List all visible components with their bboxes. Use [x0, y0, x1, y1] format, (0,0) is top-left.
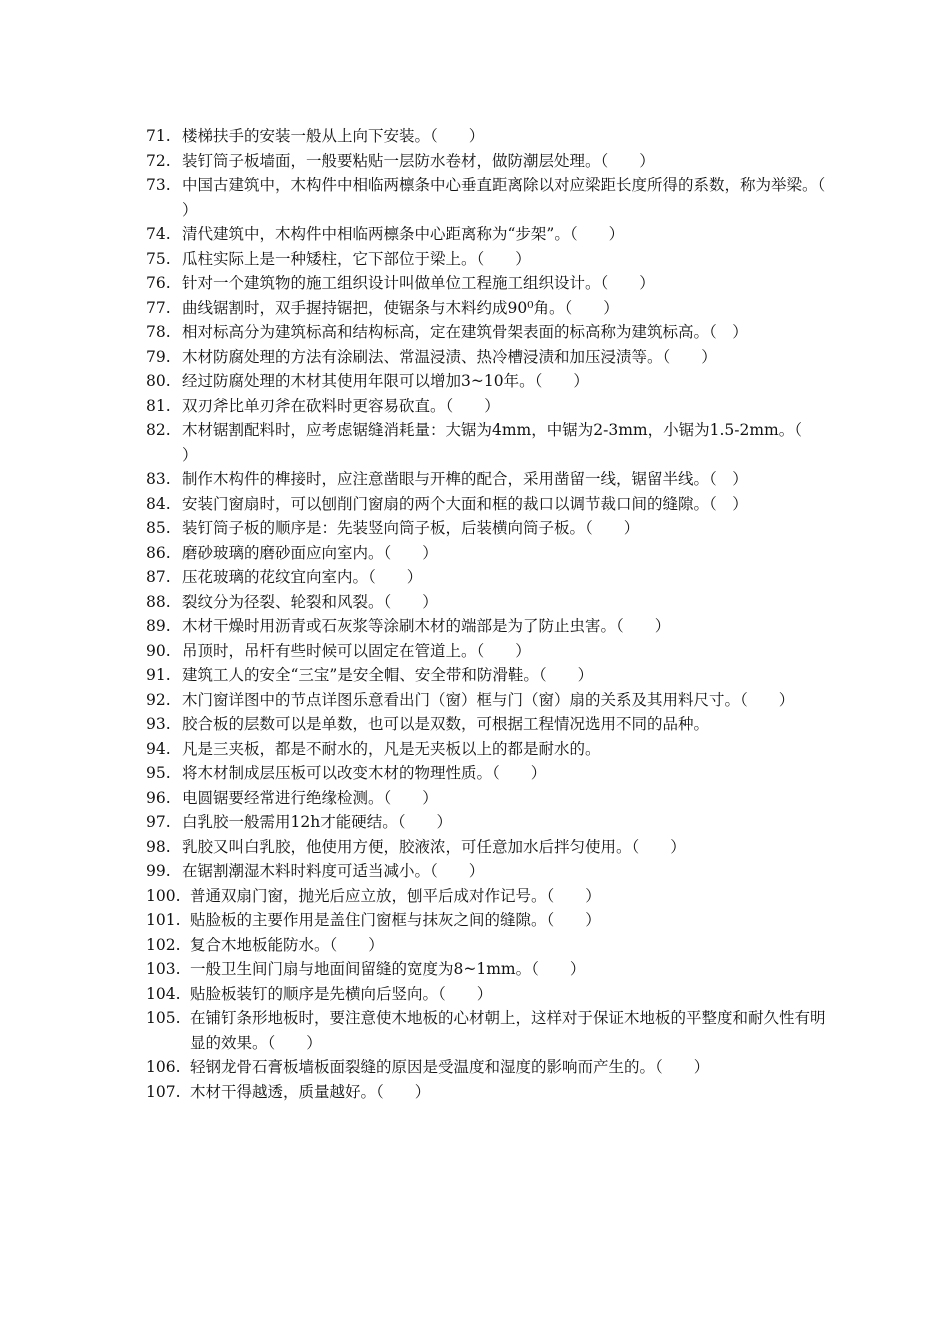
question-number: 97. — [146, 813, 171, 831]
question-item — [146, 982, 836, 1007]
question-item — [146, 810, 836, 835]
question-text: 裂纹分为径裂、轮裂和风裂。（ ） — [182, 592, 438, 611]
question-text: 木材锯割配料时，应考虑锯缝消耗量：大锯为4mm，中锯为2-3mm，小锯为1.5-2mm。（ ） — [182, 421, 834, 464]
question-item — [146, 394, 836, 419]
question-number: 88. — [146, 592, 171, 611]
question-text: 装钉筒子板的顺序是：先装竖向筒子板，后装横向筒子板。（ ） — [182, 519, 640, 537]
question-text: 吊顶时，吊杆有些时候可以固定在管道上。（ ） — [182, 641, 531, 660]
question-number: 107. — [146, 1082, 181, 1101]
question-item — [146, 712, 836, 737]
question-text: 相对标高分为建筑标高和结构标高，定在建筑骨架表面的标高称为建筑标高。（ ） — [182, 323, 748, 341]
question-item — [146, 1006, 836, 1055]
question-item — [146, 124, 836, 149]
question-item — [146, 859, 836, 884]
question-number: 76. — [146, 274, 171, 292]
question-text: 一般卫生间门扇与地面间留缝的宽度为8~1mm。（ ） — [190, 960, 586, 978]
question-item — [146, 908, 836, 933]
question-item — [146, 1080, 836, 1105]
question-item — [146, 467, 836, 492]
question-item — [146, 639, 836, 664]
question-item — [146, 345, 836, 370]
question-text: 电圆锯要经常进行绝缘检测。（ ） — [182, 788, 438, 807]
question-item — [146, 541, 836, 566]
question-text: 凡是三夹板，都是不耐水的，凡是无夹板以上的都是耐水的。 — [182, 739, 601, 758]
question-number: 72. — [146, 151, 171, 170]
question-text: 曲线锯割时，双手握持锯把，使锯条与木料约成90⁰角。（ ） — [182, 298, 619, 317]
question-number: 79. — [146, 347, 171, 366]
question-number: 78. — [146, 323, 171, 341]
question-item — [146, 688, 836, 713]
question-number: 102. — [146, 935, 181, 954]
question-number: 95. — [146, 764, 171, 782]
question-item — [146, 516, 836, 541]
question-number: 105. — [146, 1009, 181, 1027]
question-item — [146, 737, 836, 762]
question-item — [146, 492, 836, 517]
question-text: 制作木构件的榫接时，应注意凿眼与开榫的配合，采用凿留一线，锯留半线。（ ） — [182, 470, 748, 488]
question-item — [146, 663, 836, 688]
question-number: 100. — [146, 886, 181, 905]
question-text: 贴脸板的主要作用是盖住门窗框与抹灰之间的缝隙。（ ） — [190, 911, 601, 929]
question-text: 将木材制成层压板可以改变木材的物理性质。（ ） — [182, 764, 547, 782]
question-number: 90. — [146, 641, 171, 660]
question-item — [146, 247, 836, 272]
question-item — [146, 933, 836, 958]
question-number: 101. — [146, 911, 181, 929]
question-number: 91. — [146, 666, 171, 684]
question-text: 楼梯扶手的安装一般从上向下安装。（ ） — [182, 127, 485, 145]
question-item — [146, 418, 836, 467]
question-text: 白乳胶一般需用12h才能硬结。（ ） — [182, 813, 452, 831]
question-text: 磨砂玻璃的磨砂面应向室内。（ ） — [182, 543, 438, 562]
question-text: 双刃斧比单刃斧在砍料时更容易砍直。（ ） — [182, 396, 500, 415]
question-number: 83. — [146, 470, 171, 488]
question-text: 木材干得越透，质量越好。（ ） — [190, 1082, 431, 1101]
question-text: 压花玻璃的花纹宜向室内。（ ） — [182, 568, 423, 586]
question-item — [146, 957, 836, 982]
question-number: 73. — [146, 176, 171, 194]
question-item — [146, 1055, 836, 1080]
question-item — [146, 884, 836, 909]
question-text: 中国古建筑中，木构件中相临两檩条中心垂直距离除以对应梁距长度所得的系数，称为举梁。（ ） — [182, 176, 857, 219]
question-number: 74. — [146, 225, 171, 243]
question-text: 贴脸板装钉的顺序是先横向后竖向。（ ） — [190, 984, 493, 1003]
question-number: 75. — [146, 249, 171, 268]
question-text: 清代建筑中，木构件中相临两檩条中心距离称为“步架”。（ ） — [182, 225, 625, 243]
question-number: 81. — [146, 396, 171, 415]
question-text: 经过防腐处理的木材其使用年限可以增加3~10年。（ ） — [182, 372, 589, 390]
question-text: 针对一个建筑物的施工组织设计叫做单位工程施工组织设计。（ ） — [182, 274, 655, 292]
question-item — [146, 320, 836, 345]
question-text: 安装门窗扇时，可以刨削门窗扇的两个大面和框的裁口以调节裁口间的缝隙。（ ） — [182, 494, 748, 513]
question-text: 乳胶又叫白乳胶，他使用方便，胶液浓，可任意加水后拌匀使用。（ ） — [182, 837, 686, 856]
question-text: 轻钢龙骨石膏板墙板面裂缝的原因是受温度和湿度的影响而产生的。（ ） — [190, 1058, 710, 1076]
question-number: 80. — [146, 372, 171, 390]
question-text: 木门窗详图中的节点详图乐意看出门（窗）框与门（窗）扇的关系及其用料尺寸。（ ） — [182, 690, 795, 709]
question-text: 胶合板的层数可以是单数，也可以是双数，可根据工程情况选用不同的品种。 — [182, 715, 710, 733]
question-item — [146, 173, 857, 222]
question-number: 94. — [146, 739, 171, 758]
question-number: 71. — [146, 127, 171, 145]
question-number: 103. — [146, 960, 181, 978]
question-text: 装钉筒子板墙面，一般要粘贴一层防水卷材，做防潮层处理。（ ） — [182, 151, 655, 170]
question-item — [146, 614, 836, 639]
question-text: 建筑工人的安全“三宝”是安全帽、安全带和防滑鞋。（ ） — [182, 666, 594, 684]
question-number: 86. — [146, 543, 171, 562]
question-text: 在锯割潮湿木料时料度可适当减小。（ ） — [182, 862, 485, 880]
question-item — [146, 149, 836, 174]
question-number: 89. — [146, 617, 171, 635]
question-text: 复合木地板能防水。（ ） — [190, 935, 384, 954]
question-item — [146, 222, 836, 247]
question-number: 99. — [146, 862, 171, 880]
question-number: 84. — [146, 494, 171, 513]
question-item — [146, 590, 836, 615]
question-number: 92. — [146, 690, 171, 709]
question-text: 木材防腐处理的方法有涂刷法、常温浸渍、热冷槽浸渍和加压浸渍等。（ ） — [182, 347, 717, 366]
question-number: 106. — [146, 1058, 181, 1076]
question-number: 93. — [146, 715, 171, 733]
question-list — [146, 124, 857, 1104]
question-text: 木材干燥时用沥青或石灰浆等涂刷木材的端部是为了防止虫害。（ ） — [182, 617, 671, 635]
question-item — [146, 565, 836, 590]
question-number: 82. — [146, 421, 171, 439]
question-number: 87. — [146, 568, 171, 586]
question-item — [146, 369, 836, 394]
question-text: 普通双扇门窗，抛光后应立放，刨平后成对作记号。（ ） — [190, 886, 601, 905]
question-item — [146, 786, 836, 811]
question-text: 瓜柱实际上是一种矮柱，它下部位于梁上。（ ） — [182, 249, 531, 268]
question-number: 96. — [146, 788, 171, 807]
question-number: 77. — [146, 298, 171, 317]
question-item — [146, 835, 836, 860]
question-number: 85. — [146, 519, 171, 537]
question-number: 98. — [146, 837, 171, 856]
question-number: 104. — [146, 984, 181, 1003]
question-item — [146, 271, 836, 296]
question-item — [146, 761, 836, 786]
question-text: 在铺钉条形地板时，要注意使木地板的心材朝上，这样对于保证木地板的平整度和耐久性有明显的效果。（ ） — [190, 1009, 826, 1052]
question-item — [146, 296, 836, 321]
